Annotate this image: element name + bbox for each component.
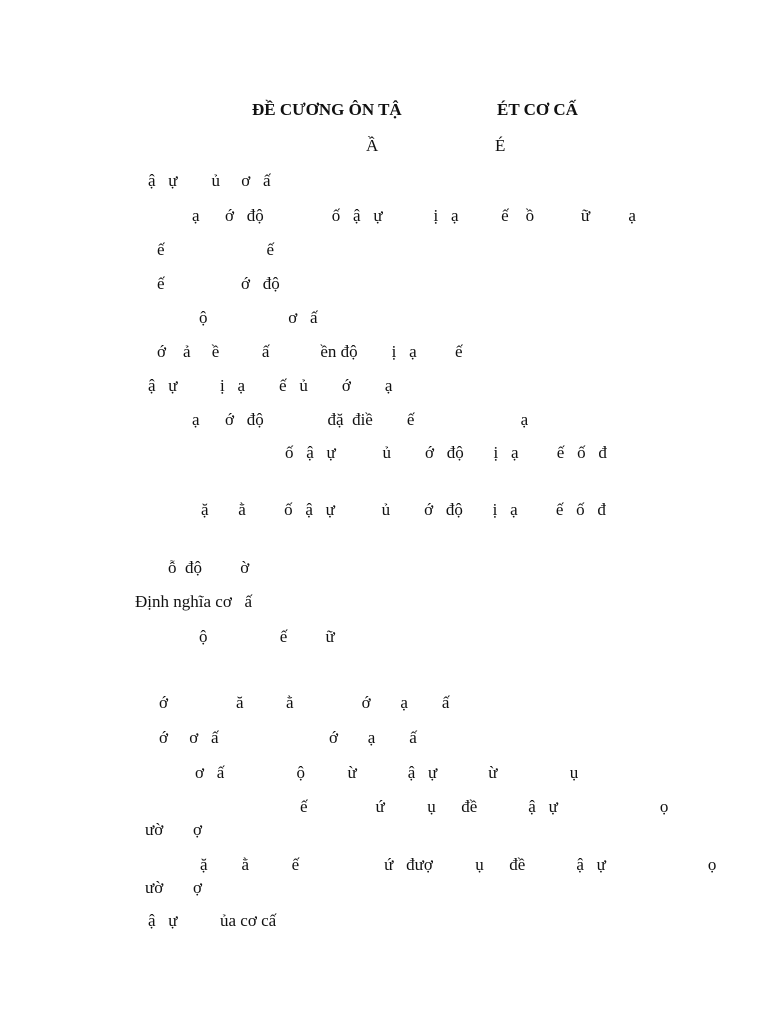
text-line: ạ ớ độ ố ậ ự ị ạ ế ồ ữ ạ: [192, 206, 636, 225]
text-line: ế ứ ụ đề ậ ự ọ: [300, 797, 669, 816]
text-line: ườ ợ: [145, 820, 202, 839]
text-line: ườ ợ: [145, 878, 202, 897]
text-line: ớ ơ ấ ớ ạ ấ: [159, 728, 417, 747]
text-line: ậ ự ị ạ ế ủ ớ ạ: [148, 376, 393, 395]
title-right: ÉT CƠ CẤ: [497, 100, 578, 119]
text-line: ớ ă ằ ớ ạ ấ: [159, 693, 450, 712]
text-line: ậ ự ủ ơ ấ: [148, 171, 271, 190]
text-line: ộ ế ữ: [199, 627, 335, 646]
title-left: ĐỀ CƯƠNG ÔN TẬ: [252, 100, 402, 119]
text-line: ơ ấ ộ ừ ậ ự ừ ụ: [195, 763, 579, 782]
text-line: ạ ớ độ đặ điề ế ạ: [192, 410, 529, 429]
text-line: ậ ự ủa cơ cấ: [148, 911, 277, 930]
text-line: ớ ả ề ấ ền độ ị ạ ế: [157, 342, 463, 361]
text-line: ỗ độ ờ: [168, 558, 250, 577]
text-line: ặ ằ ố ậ ự ủ ớ độ ị ạ ế ố đ: [201, 500, 606, 519]
text-line: ộ ơ ấ: [199, 308, 318, 327]
text-line: ặ ằ ế ứ đượ ụ đề ậ ự ọ: [200, 855, 717, 874]
text-line: ố ậ ự ủ ớ độ ị ạ ế ố đ: [285, 443, 607, 462]
text-line: ế ớ độ: [157, 274, 280, 293]
text-line: ế ế: [157, 240, 275, 259]
text-line: Định nghĩa cơ ấ: [135, 592, 253, 611]
subtitle-right: É: [495, 136, 506, 155]
subtitle-left: Ầ: [366, 136, 379, 155]
